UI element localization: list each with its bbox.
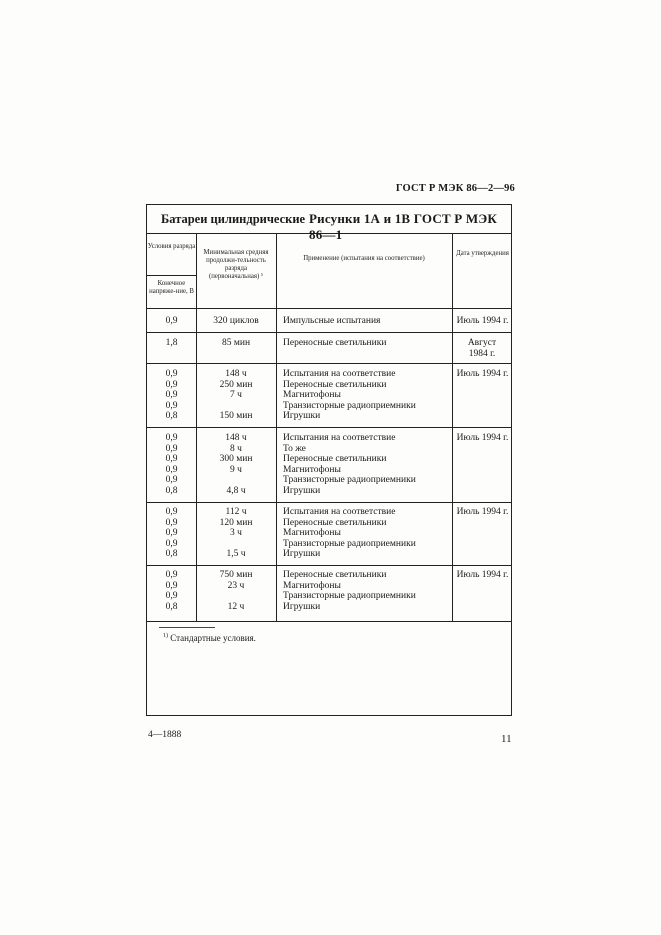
cell-application: Магнитофоны <box>283 580 341 591</box>
cell-duration: 12 ч <box>227 601 245 612</box>
header-application: Применение (испытания на соответствие) <box>303 255 425 262</box>
cell-approval-date: Июль 1994 г. <box>456 369 509 379</box>
cell-approval-date: Июль 1994 г. <box>456 507 509 517</box>
row-divider <box>147 621 511 622</box>
cell-application: Переносные светильники <box>283 517 387 528</box>
cell-application: Транзисторные радиоприемники <box>283 475 416 485</box>
cell-application: Импульсные испытания <box>283 316 381 326</box>
header-subdivider <box>147 275 196 276</box>
cell-duration: 7 ч <box>230 390 242 400</box>
cell-application: Переносные светильники <box>283 379 387 390</box>
table-title-right: Рисунки 1А и 1В ГОСТ Р МЭК 86—1 <box>309 211 497 242</box>
cell-end-voltage: 0,9 <box>165 390 178 400</box>
cell-end-voltage: 1,8 <box>165 338 178 348</box>
cell-application: Транзисторные радиоприемники <box>283 591 416 601</box>
cell-end-voltage: 0,9 <box>165 443 178 454</box>
cell-duration: 750 мин <box>219 570 253 580</box>
cell-application: Испытания на соответствие <box>283 507 396 517</box>
cell-duration: 9 ч <box>230 464 242 475</box>
header-end-voltage: Конечное напряже-ние, В <box>149 280 194 295</box>
cell-duration: 4,8 ч <box>226 485 246 496</box>
cell-duration: 1,5 ч <box>226 549 246 559</box>
footnote-text: Стандартные условия. <box>170 633 256 643</box>
cell-end-voltage: 0,9 <box>165 400 178 411</box>
cell-duration: 148 ч <box>225 433 247 443</box>
cell-end-voltage: 0,9 <box>165 507 178 517</box>
cell-application: Игрушки <box>283 485 321 496</box>
cell-end-voltage: 0,9 <box>165 454 178 464</box>
footnote <box>163 633 256 643</box>
cell-end-voltage: 0,9 <box>165 570 178 580</box>
cell-end-voltage: 0,8 <box>165 601 178 612</box>
cell-duration: 8 ч <box>230 443 242 454</box>
cell-end-voltage: 0,9 <box>165 475 178 485</box>
cell-application: Транзисторные радиоприемники <box>283 400 416 411</box>
row-divider <box>147 308 511 309</box>
cell-duration: 3 ч <box>230 528 242 538</box>
cell-end-voltage: 0,9 <box>165 528 178 538</box>
print-code: 4—1888 <box>148 730 182 740</box>
cell-application: Переносные светильники <box>283 570 387 580</box>
header-discharge-conditions: Условия разряда <box>147 243 196 250</box>
cell-duration: 148 ч <box>225 369 247 379</box>
cell-application: Переносные светильники <box>283 454 387 464</box>
cell-end-voltage: 0,8 <box>165 549 178 559</box>
cell-end-voltage: 0,9 <box>165 369 178 379</box>
cell-application: Магнитофоны <box>283 390 341 400</box>
cell-duration: 320 циклов <box>213 316 259 326</box>
cell-application: То же <box>283 443 306 454</box>
footnote-mark: 1) <box>163 633 168 639</box>
cell-application: Игрушки <box>283 411 321 421</box>
document-code: ГОСТ Р МЭК 86—2—96 <box>395 183 515 194</box>
row-divider <box>147 502 511 503</box>
cell-application: Магнитофоны <box>283 528 341 538</box>
cell-end-voltage: 0,9 <box>165 580 178 591</box>
cell-end-voltage: 0,9 <box>165 591 178 601</box>
table-title-row <box>147 205 511 242</box>
cell-application: Испытания на соответствие <box>283 369 396 379</box>
cell-end-voltage: 0,9 <box>165 517 178 528</box>
cell-end-voltage: 0,8 <box>165 485 178 496</box>
cell-duration: 250 мин <box>219 379 253 390</box>
cell-application: Магнитофоны <box>283 464 341 475</box>
row-divider <box>147 427 511 428</box>
row-divider <box>147 565 511 566</box>
header-approval-date: Дата утверждения <box>456 250 509 257</box>
cell-approval-date: Июль 1994 г. <box>456 316 509 326</box>
row-divider <box>147 363 511 364</box>
cell-duration: 300 мин <box>219 454 253 464</box>
cell-duration: 85 мин <box>221 338 251 348</box>
header-min-duration: Минимальная средняя продолжи-тельность разряда (первоначальная) ¹ <box>203 249 269 280</box>
spec-table <box>146 204 512 716</box>
cell-application: Игрушки <box>283 601 321 612</box>
table-title-left: Батареи цилиндрические <box>161 212 306 226</box>
cell-duration: 23 ч <box>227 580 245 591</box>
cell-end-voltage: 0,9 <box>165 316 178 326</box>
cell-end-voltage: 0,9 <box>165 464 178 475</box>
cell-end-voltage: 0,9 <box>165 379 178 390</box>
cell-application: Игрушки <box>283 549 321 559</box>
cell-duration: 120 мин <box>219 517 253 528</box>
cell-duration: 112 ч <box>225 507 247 517</box>
cell-approval-date: Июль 1994 г. <box>456 433 509 443</box>
cell-duration: 150 мин <box>219 411 253 421</box>
footnote-rule <box>159 627 215 628</box>
cell-application: Испытания на соответствие <box>283 433 396 443</box>
cell-end-voltage: 0,8 <box>165 411 178 421</box>
cell-application: Транзисторные радиоприемники <box>283 538 416 549</box>
cell-end-voltage: 0,9 <box>165 538 178 549</box>
cell-end-voltage: 0,9 <box>165 433 178 443</box>
page-number: 11 <box>501 733 512 745</box>
row-divider <box>147 332 511 333</box>
cell-application: Переносные светильники <box>283 338 387 348</box>
cell-approval-date: Июль 1994 г. <box>456 570 509 580</box>
cell-approval-date: Август 1984 г. <box>467 338 497 359</box>
